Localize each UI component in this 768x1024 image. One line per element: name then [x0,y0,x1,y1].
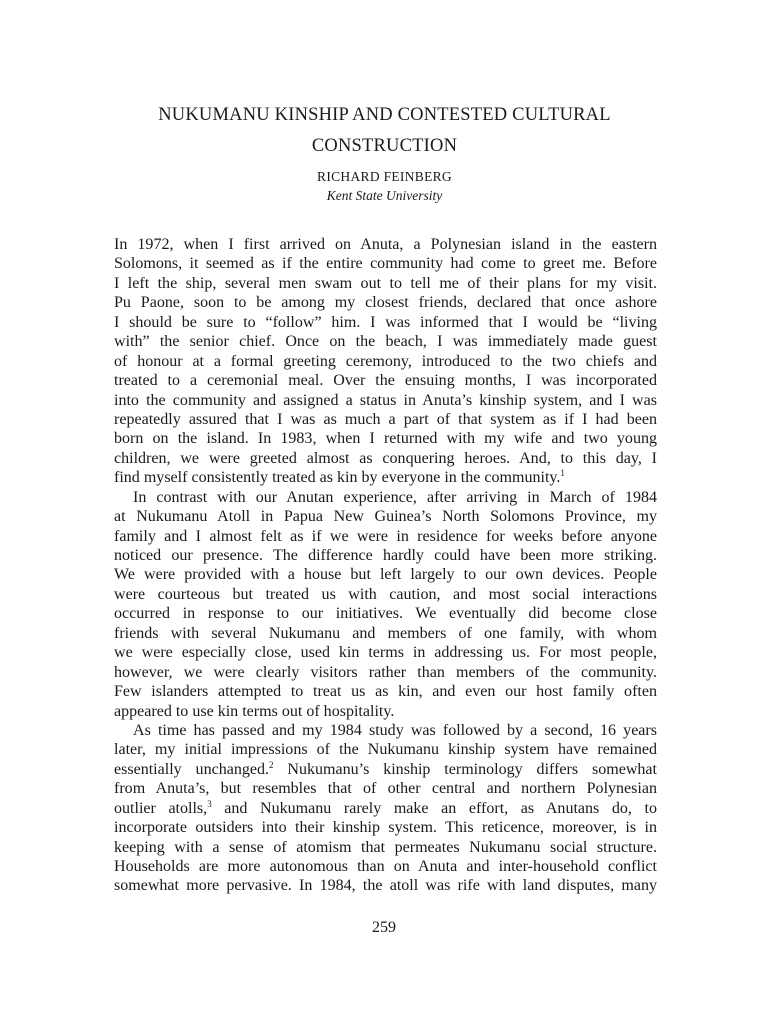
text-line: of honour at a formal greeting ceremony, introduced to the two chiefs and [114,352,657,370]
title-line-2: CONSTRUCTION [311,136,458,156]
text-line: As time has passed and my 1984 study was followed by a second, 16 years [133,721,657,739]
paragraph-1 [114,235,657,488]
article-title [112,100,657,162]
text-line [114,760,657,779]
text-line: I should be sure to “follow” him. I was informed that I would be “living [114,313,657,331]
text-line: repeatedly assured that I was as much a part of that system as if I had been [114,410,657,428]
text-line: born on the island. In 1983, when I returned with my wife and two young [114,430,657,448]
text-line: at Nukumanu Atoll in Papua New Guinea’s North Solomons Province, my [114,508,657,526]
title-line-1: NUKUMANU KINSHIP AND CONTESTED CULTURAL [158,105,611,125]
text-line [114,799,657,818]
paragraph-2 [114,488,657,721]
text-line: occurred in response to our initiatives. We eventually did become close [114,605,657,623]
text-line: with” the senior chief. Once on the beach, I was immediately made guest [114,333,657,351]
footnote-marker[interactable]: 2 [269,759,274,770]
text-line: In 1972, when I first arrived on Anuta, a Polynesian island in the eastern [114,236,657,253]
text-line: appeared to use kin terms out of hospitality. [114,702,395,720]
text-fragment: outlier atolls, [114,799,208,817]
text-fragment: essentially unchanged. [114,760,270,778]
text-line: from Anuta’s, but resembles that of other central and northern Polynesian [114,780,657,798]
page-number: 259 [372,919,396,936]
text-line: into the community and assigned a status in Anuta’s kinship system, and I was [114,391,657,409]
text-line: I left the ship, several men swam out to tell me of their plans for my visit. [114,274,657,292]
text-line: noticed our presence. The difference hardly could have been more striking. [114,547,657,564]
text-line: were courteous but treated us with caution, and most social interactions [114,585,657,603]
text-fragment: Nukumanu’s kinship terminology differs somewhat [273,760,657,778]
text-line: family and I almost felt as if we were in residence for weeks before anyone [114,527,657,545]
text-line [114,468,657,487]
text-line: Households are more autonomous than on Anuta and inter-household conflict [114,858,657,875]
text-line: we were especially close, used kin terms in addressing us. For most people, [114,644,657,662]
text-line: Few islanders attempted to treat us as kin, and even our host family often [114,683,657,701]
author-name: RICHARD FEINBERG [317,169,452,184]
text-line: however, we were clearly visitors rather than members of the community. [114,663,657,681]
author-affiliation: Kent State University [326,188,443,203]
article-body [114,235,657,896]
text-line: incorporate outsiders into their kinship system. This reticence, moreover, is in [114,819,657,837]
text-line: In contrast with our Anutan experience, after arriving in March of 1984 [133,488,657,506]
text-line: We were provided with a house but left largely to our own devices. People [114,566,657,584]
text-line: later, my initial impressions of the Nukumanu kinship system have remained [114,741,657,759]
text-line: Solomons, it seemed as if the entire community had come to greet me. Before [114,255,657,273]
footnote-marker[interactable]: 3 [207,798,212,809]
text-line: friends with several Nukumanu and members of one family, with whom [114,624,657,642]
text-fragment: find myself consistently treated as kin by everyone in the community. [114,469,561,487]
text-fragment: and Nukumanu rarely make an effort, as Anutans do, to [211,799,657,817]
text-line: children, we were greeted almost as conquering heroes. And, to this day, I [114,449,657,467]
text-line: treated to a ceremonial meal. Over the ensuing months, I was incorporated [114,372,657,390]
text-line: somewhat more pervasive. In 1984, the atoll was rife with land disputes, many [114,877,657,895]
paragraph-3 [114,721,657,896]
footnote-marker[interactable]: 1 [560,468,565,479]
text-line: Pu Paone, soon to be among my closest friends, declared that once ashore [114,294,657,312]
text-line: keeping with a sense of atomism that permeates Nukumanu social structure. [114,838,657,856]
